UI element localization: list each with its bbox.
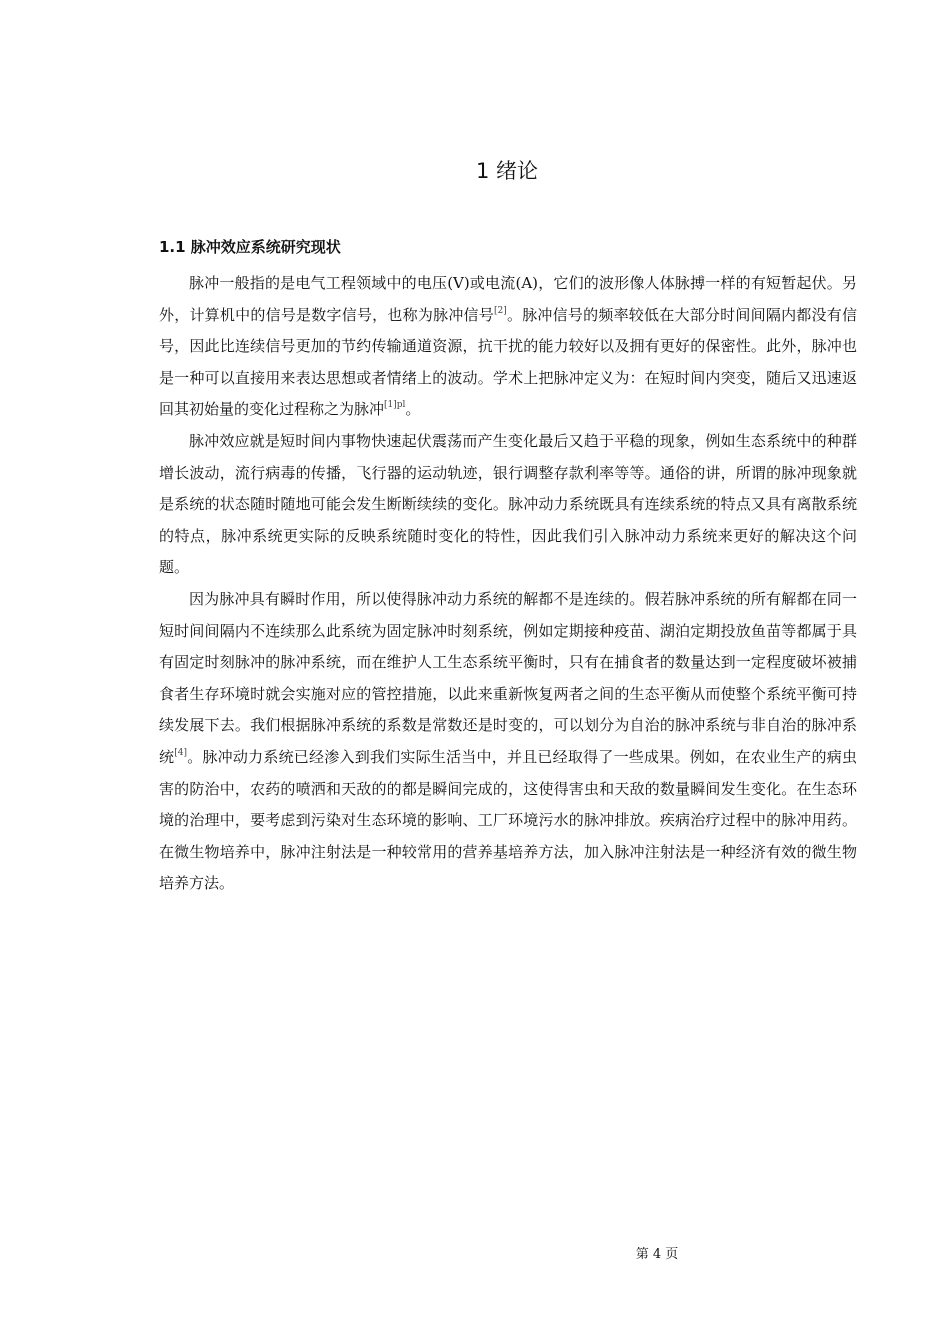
paragraph-3	[159, 584, 857, 900]
citation-4: [4]	[174, 747, 187, 758]
paragraph-1-text-a: 脉冲一般指的是电气工程领域中的电压(V)或电流(A)，它们的波形像人体脉搏一样的有短暂起伏。另外，计算机中的信号是数字信号，也称为脉冲信号	[159, 274, 857, 324]
paragraph-1-text-c: 。	[405, 400, 421, 419]
body-text	[159, 268, 857, 900]
paragraph-1-text-b: 。脉冲信号的频率较低在大部分时间间隔内都没有信号，因此比连续信号更加的节约传输通道资源，抗干扰的能力较好以及拥有更好的保密性。此外，脉冲也是一种可以直接用来表达思想或者情绪上的波动。学术上把脉冲定义为：在短时间内突变，随后又迅速返回其初始量的变化过程称之为脉冲	[159, 305, 857, 419]
paragraph-3-text-a: 因为脉冲具有瞬时作用，所以使得脉冲动力系统的解都不是连续的。假若脉冲系统的所有解都在同一短时间间隔内不连续那么此系统为固定脉冲时刻系统，例如定期接种疫苗、湖泊定期投放鱼苗等都属于具有固定时刻脉冲的脉冲系统，而在维护人工生态系统平衡时，只有在捕食者的数量达到一定程度破坏被捕食者生存环境时就会实施对应的管控措施，以此来重新恢复两者之间的生态平衡从而使整个系统平衡可持续发展下去。我们根据脉冲系统的系数是常数还是时变的，可以划分为自治的脉冲系统与非自治的脉冲系统	[159, 589, 857, 766]
paragraph-1	[159, 268, 857, 426]
paragraph-3-text-b: 。脉冲动力系统已经渗入到我们实际生活当中，并且已经取得了一些成果。例如，在农业生产的病虫害的防治中，农药的喷洒和天敌的的都是瞬间完成的，这使得害虫和天敌的数量瞬间发生变化。在生态环境的治理中，要考虑到污染对生态环境的影响、工厂环境污水的脉冲排放。疾病治疗过程中的脉冲用药。在微生物培养中，脉冲注射法是一种较常用的营养基培养方法，加入脉冲注射法是一种经济有效的微生物培养方法。	[159, 747, 857, 893]
page-number: 第 4 页	[635, 1247, 679, 1262]
citation-1: [1]pl	[384, 400, 406, 411]
section-heading: 1.1 脉冲效应系统研究现状	[159, 238, 341, 256]
paragraph-2: 脉冲效应就是短时间内事物快速起伏震荡而产生变化最后又趋于平稳的现象，例如生态系统中的种群增长波动，流行病毒的传播，飞行器的运动轨迹，银行调整存款利率等等。通俗的讲，所谓的脉冲现象就是系统的状态随时随地可能会发生断断续续的变化。脉冲动力系统既具有连续系统的特点又具有离散系统的特点，脉冲系统更实际的反映系统随时变化的特性，因此我们引入脉冲动力系统来更好的解决这个问题。	[159, 431, 857, 577]
citation-2: [2]	[494, 305, 507, 316]
chapter-title: 1 绪论	[475, 159, 539, 183]
